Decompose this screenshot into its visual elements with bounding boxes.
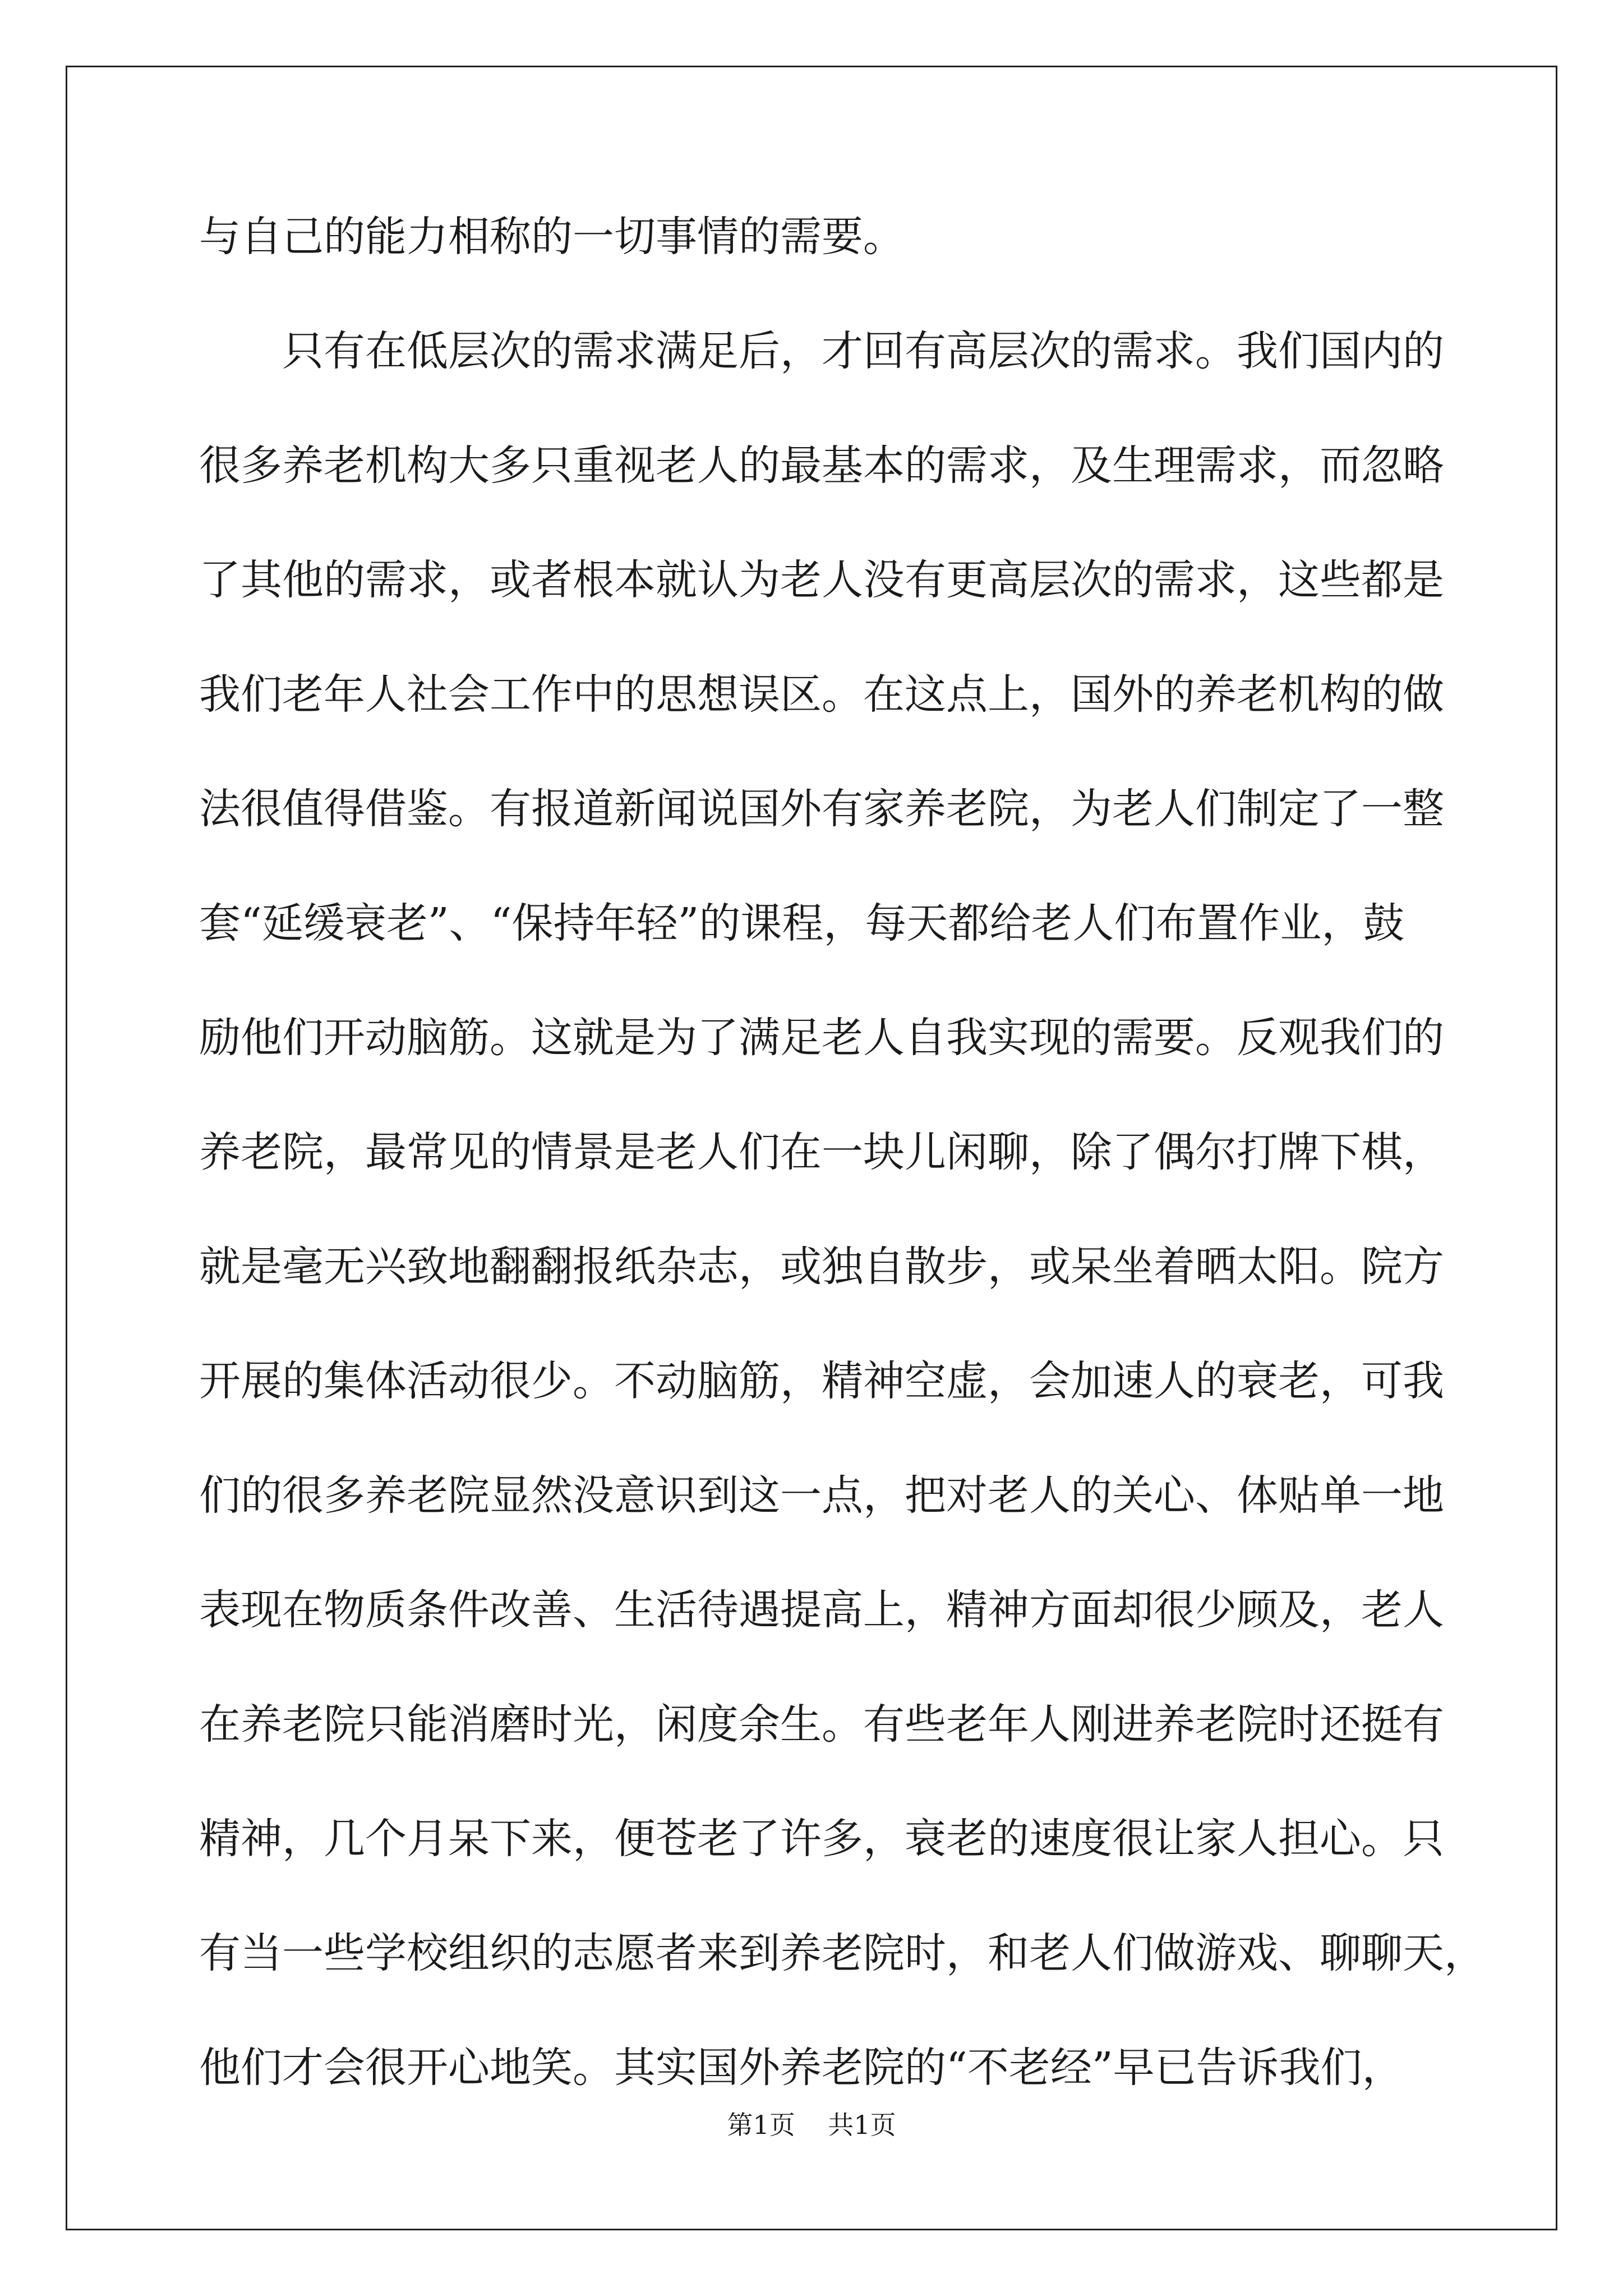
text-line: 他们才会很开心地笑。其实国外养老院的“不老经”早已告诉我们， <box>199 2044 1404 2092</box>
text-line: 在养老院只能消磨时光，闲度余生。有些老年人刚进养老院时还挺有 <box>199 1700 1444 1749</box>
text-line: 精神，几个月呆下来，便苍老了许多，衰老的速度很让家人担心。只 <box>199 1815 1444 1863</box>
text-line: 养老院，最常见的情景是老人们在一块儿闲聊，除了偶尔打牌下棋， <box>199 1128 1444 1176</box>
text-line: 就是毫无兴致地翻翻报纸杂志，或独自散步，或呆坐着晒太阳。院方 <box>199 1243 1444 1291</box>
text-line: 我们老年人社会工作中的思想误区。在这点上，国外的养老机构的做 <box>199 670 1444 719</box>
text-line: 很多养老机构大多只重视老人的最基本的需求，及生理需求，而忽略 <box>199 441 1444 490</box>
text-line: 励他们开动脑筋。这就是为了满足老人自我实现的需要。反观我们的 <box>199 1014 1444 1062</box>
page-number-footer: 第1页 共1页 <box>727 2110 896 2140</box>
text-line: 了其他的需求，或者根本就认为老人没有更高层次的需求，这些都是 <box>199 556 1444 604</box>
text-line: 表现在物质条件改善、生活待遇提高上，精神方面却很少顾及，老人 <box>199 1586 1444 1634</box>
text-line: 与自己的能力相称的一切事情的需要。 <box>199 213 905 261</box>
text-line: 只有在低层次的需求满足后，才回有高层次的需求。我们国内的 <box>282 327 1444 375</box>
text-line: 们的很多养老院显然没意识到这一点，把对老人的关心、体贴单一地 <box>199 1471 1444 1520</box>
text-line: 套“延缓衰老”、“保持年轻”的课程，每天都给老人们布置作业，鼓 <box>199 899 1405 947</box>
text-line: 开展的集体活动很少。不动脑筋，精神空虚，会加速人的衰老，可我 <box>199 1357 1444 1405</box>
text-line: 法很值得借鉴。有报道新闻说国外有家养老院，为老人们制定了一整 <box>199 785 1444 833</box>
text-line: 有当一些学校组织的志愿者来到养老院时，和老人们做游戏、聊聊天， <box>199 1929 1486 1977</box>
